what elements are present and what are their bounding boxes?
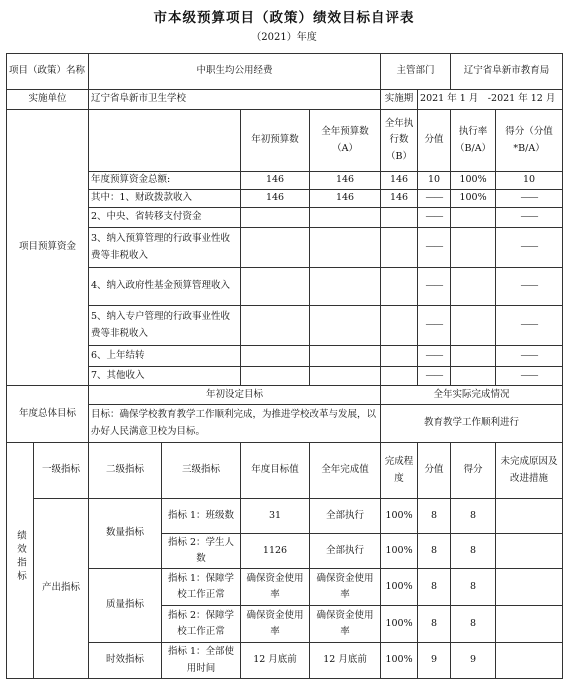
budget-score: ——: [496, 228, 563, 268]
indicator-header-row: [7, 443, 563, 499]
col-level3: 三级指标: [162, 443, 241, 499]
col-degree: 完成程度: [381, 443, 418, 499]
indicator-reason: [496, 499, 563, 534]
budget-rate: 100%: [451, 172, 496, 190]
budget-value: ——: [418, 367, 451, 386]
goals-actual-label: 全年实际完成情况: [381, 386, 563, 405]
budget-row-label: 6、上年结转: [89, 346, 241, 367]
budget-value: ——: [418, 306, 451, 346]
indicator-score: 8: [451, 606, 496, 643]
budget-exec: 146: [381, 190, 418, 208]
goals-set-label: 年初设定目标: [89, 386, 381, 405]
indicator-score: 9: [451, 643, 496, 679]
page-title: 市本级预算项目（政策）绩效目标自评表: [153, 10, 415, 26]
project-name-value: 中职生均公用经费: [89, 54, 381, 90]
budget-initial: 146: [241, 190, 310, 208]
budget-full-year: 146: [310, 172, 381, 190]
indicator-degree: 100%: [381, 606, 418, 643]
indicator-score: 8: [451, 534, 496, 569]
impl-row: [7, 90, 563, 110]
budget-row: [7, 172, 563, 190]
goals-actual-text: 教育教学工作顺利进行: [381, 405, 563, 443]
budget-value: ——: [418, 208, 451, 228]
indicator-section-text: 绩效指标: [15, 529, 27, 584]
budget-row: [7, 208, 563, 228]
budget-score: ——: [496, 367, 563, 386]
indicator-actual: 确保资金使用率: [310, 606, 381, 643]
budget-section-label: 项目预算资金: [7, 110, 89, 386]
evaluation-table: [6, 53, 563, 679]
col-full-year: 全年预算数（A）: [310, 110, 381, 172]
indicator-target: 12 月底前: [241, 643, 310, 679]
project-name-label: 项目（政策）名称: [7, 54, 89, 90]
col-target: 年度目标值: [241, 443, 310, 499]
budget-score: 10: [496, 172, 563, 190]
budget-row: [7, 346, 563, 367]
indicator-value: 8: [418, 534, 451, 569]
budget-row-label: 其中：1、财政拨款收入: [89, 190, 241, 208]
budget-initial: 146: [241, 172, 310, 190]
budget-value: ——: [418, 190, 451, 208]
project-name-row: [7, 54, 563, 90]
dept-label: 主管部门: [381, 54, 451, 90]
indicator-target: 1126: [241, 534, 310, 569]
budget-row-label: 3、纳入预算管理的行政事业性收费等非税收入: [89, 228, 241, 268]
budget-row: [7, 268, 563, 306]
indicator-actual: 全部执行: [310, 534, 381, 569]
indicator-value: 9: [418, 643, 451, 679]
impl-value: 辽宁省阜新市卫生学校: [89, 90, 381, 110]
col-initial: 年初预算数: [241, 110, 310, 172]
col-score: 得分（分值*B/A）: [496, 110, 563, 172]
budget-row-label: 4、纳入政府性基金预算管理收入: [89, 268, 241, 306]
indicator-score: 8: [451, 499, 496, 534]
budget-value: 10: [418, 172, 451, 190]
indicator-degree: 100%: [381, 569, 418, 606]
col-value: 分值: [418, 443, 451, 499]
goals-section-label: 年度总体目标: [7, 386, 89, 443]
budget-row-label: 2、中央、省转移支付资金: [89, 208, 241, 228]
col-score-value: 分值: [418, 110, 451, 172]
indicator-target: 确保资金使用率: [241, 606, 310, 643]
year-label: （2021）年度: [251, 32, 317, 43]
budget-score: ——: [496, 208, 563, 228]
indicator-row: [7, 643, 563, 679]
indicator-row: [7, 499, 563, 534]
indicator-name: 指标 1：班级数: [162, 499, 241, 534]
budget-value: ——: [418, 268, 451, 306]
col-level2: 二级指标: [89, 443, 162, 499]
level2-timeliness: 时效指标: [89, 643, 162, 679]
indicator-degree: 100%: [381, 643, 418, 679]
indicator-name: 指标 2：保障学校工作正常: [162, 606, 241, 643]
indicator-value: 8: [418, 606, 451, 643]
budget-blank-header: [89, 110, 241, 172]
indicator-name: 指标 1：全部使用时间: [162, 643, 241, 679]
indicator-value: 8: [418, 499, 451, 534]
budget-rate: 100%: [451, 190, 496, 208]
budget-score: ——: [496, 306, 563, 346]
period-value: 2021 年 1 月 -2021 年 12 月: [418, 90, 563, 110]
budget-score: ——: [496, 268, 563, 306]
indicator-target: 确保资金使用率: [241, 569, 310, 606]
goals-header-row: [7, 386, 563, 405]
indicator-reason: [496, 643, 563, 679]
goals-set-text: 目标：确保学校教育教学工作顺利完成，为推进学校改革与发展，以办好人民满意卫校为目标。: [89, 405, 381, 443]
indicator-reason: [496, 534, 563, 569]
indicator-name: 指标 1：保障学校工作正常: [162, 569, 241, 606]
indicator-name: 指标 2：学生人数: [162, 534, 241, 569]
col-reason: 未完成原因及改进措施: [496, 443, 563, 499]
budget-row-label: 5、纳入专户管理的行政事业性收费等非税收入: [89, 306, 241, 346]
level2-quantity: 数量指标: [89, 499, 162, 569]
goals-content-row: [7, 405, 563, 443]
budget-row: [7, 190, 563, 208]
indicator-value: 8: [418, 569, 451, 606]
indicator-actual: 全部执行: [310, 499, 381, 534]
budget-value: ——: [418, 346, 451, 367]
indicator-section-label: [7, 443, 34, 679]
level2-quality: 质量指标: [89, 569, 162, 643]
col-exec: 全年执行数（B）: [381, 110, 418, 172]
budget-exec: 146: [381, 172, 418, 190]
impl-label: 实施单位: [7, 90, 89, 110]
indicator-target: 31: [241, 499, 310, 534]
indicator-degree: 100%: [381, 534, 418, 569]
col-level1: 一级指标: [34, 443, 89, 499]
col-actual: 全年完成值: [310, 443, 381, 499]
budget-header-row: [7, 110, 563, 172]
budget-score: ——: [496, 346, 563, 367]
period-label: 实施期: [381, 90, 418, 110]
budget-row: [7, 367, 563, 386]
budget-row-label: 7、其他收入: [89, 367, 241, 386]
indicator-actual: 12 月底前: [310, 643, 381, 679]
budget-row: [7, 306, 563, 346]
budget-row-label: 年度预算资金总额:: [89, 172, 241, 190]
col-score: 得分: [451, 443, 496, 499]
indicator-reason: [496, 606, 563, 643]
col-rate: 执行率（B/A）: [451, 110, 496, 172]
budget-row: [7, 228, 563, 268]
indicator-reason: [496, 569, 563, 606]
indicator-degree: 100%: [381, 499, 418, 534]
budget-value: ——: [418, 228, 451, 268]
budget-score: ——: [496, 190, 563, 208]
budget-full-year: 146: [310, 190, 381, 208]
level1-output: 产出指标: [34, 499, 89, 679]
indicator-row: [7, 569, 563, 606]
indicator-actual: 确保资金使用率: [310, 569, 381, 606]
dept-value: 辽宁省阜新市教育局: [451, 54, 563, 90]
indicator-score: 8: [451, 569, 496, 606]
